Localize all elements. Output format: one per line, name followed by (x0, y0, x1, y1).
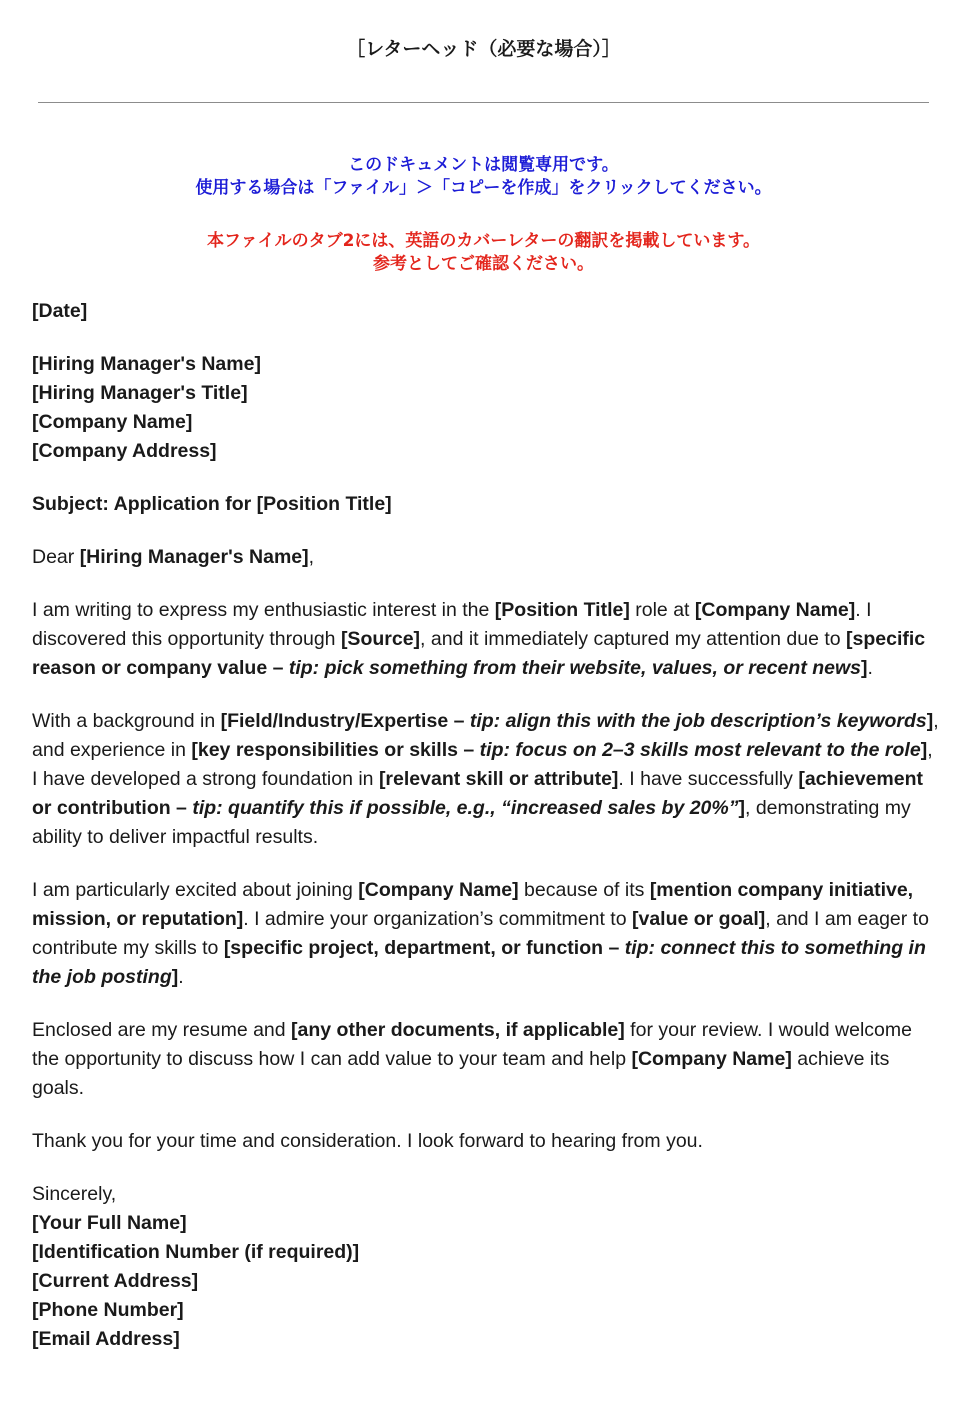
placeholder-initiative: [mention company initiative, mission, or reputation] (32, 879, 914, 930)
view-only-notice (0, 154, 967, 200)
placeholder-position-title: [Position Title] (494, 599, 630, 621)
closing-block (32, 1180, 942, 1354)
bracket-close: ] (861, 657, 868, 679)
placeholder-source: [Source] (340, 628, 421, 650)
tip-text: tip: connect this to something in the job posting (32, 937, 926, 988)
paragraph-company (32, 876, 942, 992)
sender-phone: [Phone Number] (32, 1299, 184, 1321)
text-run: , and I am eager to contribute my skills to (32, 908, 929, 959)
text-run: . (867, 657, 873, 679)
paragraph-interest (32, 596, 942, 683)
letter-body (32, 297, 942, 1378)
text-run: because of its (518, 879, 650, 901)
subject-line: Subject: Application for [Position Title] (32, 493, 392, 515)
tip-text: tip: align this with the job description’s keywords (469, 710, 927, 732)
salutation-prefix: Dear (32, 546, 80, 568)
salutation-name: [Hiring Manager's Name] (79, 546, 309, 568)
placeholder-company-name: [Company Name] (694, 599, 856, 621)
text-run: role at (629, 599, 695, 621)
translation-notice-line1: 本ファイルのタブ2には、英語のカバーレターの翻訳を掲載しています。 (206, 231, 761, 251)
text-run: . I discovered this opportunity through (32, 599, 872, 650)
bracket-close: ] (926, 710, 934, 732)
view-only-notice-line2: 使用する場合は「ファイル」＞「コピーを作成」をクリックしてください。 (195, 178, 772, 198)
placeholder-field: [Field/Industry/Expertise – (220, 710, 470, 732)
placeholder-company-name: [Company Name] (631, 1048, 792, 1070)
letterhead: ［レターヘッド（必要な場合）］ (346, 38, 621, 60)
text-run: , and it immediately captured my attention due to (420, 628, 847, 650)
text-run: , demonstrating my ability to deliver impactful results. (32, 797, 911, 848)
text-run: With a background in (32, 710, 221, 732)
recipient-company: [Company Name] (32, 411, 193, 433)
text-run: , I have developed a strong foundation in (32, 739, 933, 790)
placeholder-reason: [specific reason or company value – (32, 628, 926, 679)
text-run: , and experience in (32, 710, 939, 761)
text-run: . (178, 966, 184, 988)
paragraph-thanks: Thank you for your time and consideration. I look forward to hearing from you. (32, 1130, 703, 1152)
placeholder-company-name: [Company Name] (358, 879, 519, 901)
tip-text: tip: focus on 2–3 skills most relevant to the role (479, 739, 921, 761)
sender-full-name: [Your Full Name] (32, 1212, 187, 1234)
salutation (32, 543, 942, 572)
paragraph-enclosed (32, 1016, 942, 1103)
text-run: for your review. I would welcome the opportunity to discuss how I can add value to your team and help (32, 1019, 912, 1070)
text-run: . I admire your organization’s commitment to (243, 908, 632, 930)
bracket-close: ] (920, 739, 928, 761)
sign-off: Sincerely, (32, 1183, 117, 1205)
placeholder-responsibilities: [key responsibilities or skills – (191, 739, 480, 761)
text-run: I am particularly excited about joining (32, 879, 359, 901)
date-placeholder: [Date] (32, 300, 88, 322)
view-only-notice-line1: このドキュメントは閲覧専用です。 (348, 155, 619, 175)
tip-text: tip: pick something from their website, values, or recent news (288, 657, 861, 679)
placeholder-project: [specific project, department, or function – (223, 937, 625, 959)
paragraph-background (32, 707, 942, 852)
recipient-block (32, 350, 942, 466)
translation-notice (0, 230, 967, 276)
date-block (32, 297, 942, 326)
tip-text: tip: quantify this if possible, e.g., “increased sales by 20%” (192, 797, 739, 819)
sender-email: [Email Address] (32, 1328, 180, 1350)
divider (38, 102, 929, 103)
subject-block (32, 490, 942, 519)
bracket-close: ] (738, 797, 745, 819)
placeholder-skill: [relevant skill or attribute] (378, 768, 619, 790)
placeholder-achievement: [achievement or contribution – (32, 768, 923, 819)
sender-address: [Current Address] (32, 1270, 199, 1292)
placeholder-value-goal: [value or goal] (631, 908, 766, 930)
text-run: I am writing to express my enthusiastic interest in the (32, 599, 495, 621)
text-run: achieve its goals. (32, 1048, 890, 1099)
text-run: . I have successfully (618, 768, 799, 790)
text-run: Enclosed are my resume and (32, 1019, 292, 1041)
translation-notice-line2: 参考としてご確認ください。 (373, 254, 594, 274)
recipient-address: [Company Address] (32, 440, 217, 462)
salutation-suffix: , (308, 546, 315, 568)
sender-id-number: [Identification Number (if required)] (32, 1241, 360, 1263)
recipient-title: [Hiring Manager's Title] (32, 382, 248, 404)
placeholder-documents: [any other documents, if applicable] (291, 1019, 625, 1041)
bracket-close: ] (171, 966, 179, 988)
recipient-name: [Hiring Manager's Name] (32, 353, 261, 375)
